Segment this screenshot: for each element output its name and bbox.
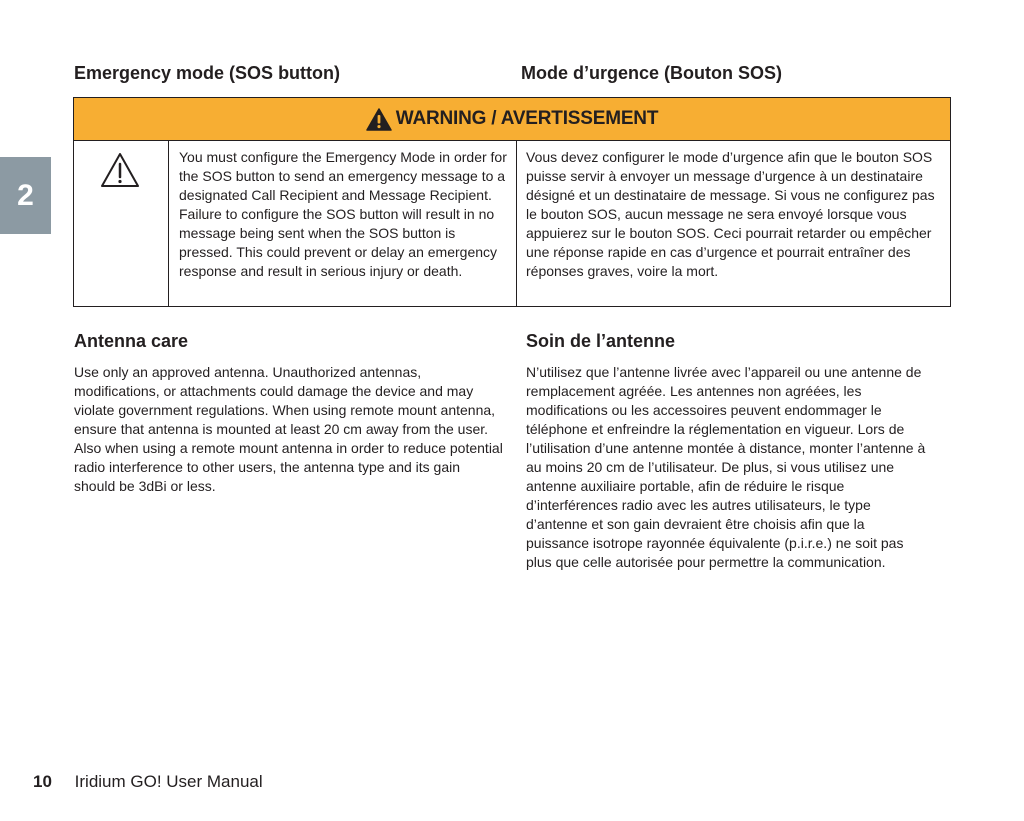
warning-header xyxy=(74,98,950,141)
warning-text-english: You must configure the Emergency Mode in order for the SOS button to send an emergency message to a designated Call Recipient and Message Recipient. Failure to configure the SOS button will result in no message being sent when the SOS button is pressed. This could prevent or delay an emergency response and result in serious injury or death. xyxy=(179,149,507,279)
warning-title: WARNING / AVERTISSEMENT xyxy=(395,108,659,129)
warning-triangle-outline-icon xyxy=(100,152,140,188)
section-title-french: Mode d’urgence (Bouton SOS) xyxy=(521,63,782,83)
warning-box xyxy=(73,97,951,307)
warning-text-french: Vous devez configurer le mode d’urgence afin que le bouton SOS puisse servir à envoyer un message d’urgence à un destinataire désigné et un destinataire de message. Si vous ne configurez pas le bouton SOS, aucun message ne sera envoyé lorsque vous appuierez sur le bouton SOS. Ceci pourrait retarder ou empêcher une réponse rapide en cas d’urgence et pourrait entraîner des réponses graves, voire la mort. xyxy=(526,149,935,279)
antenna-care-title-french: Soin de l’antenne xyxy=(526,331,676,351)
antenna-care-text: Use only an approved antenna. Unauthorized antennas, modifications, or attachments could damage the device and may violate government regulations. When using remote mount antenna, ensure that antenna is mounted at least 20 cm away from the user. Also when using a remote mount antenna in order to reduce potential radio interference to other users, the antenna type and its gain should be 3dBi or less. xyxy=(74,364,503,494)
chapter-tab xyxy=(0,157,51,234)
page-footer xyxy=(33,771,263,793)
chapter-number: 2 xyxy=(17,178,34,212)
manual-title: Iridium GO! User Manual xyxy=(74,772,263,791)
column-divider xyxy=(516,141,517,306)
section-title-english: Emergency mode (SOS button) xyxy=(74,63,341,83)
page-number: 10 xyxy=(33,772,52,791)
warning-triangle-filled-icon xyxy=(366,108,392,131)
antenna-care-title: Antenna care xyxy=(74,331,189,351)
column-divider xyxy=(168,141,169,306)
antenna-care-text-french: N’utilisez que l’antenne livrée avec l’appareil ou une antenne de remplacement agréée. Les antennes non agréées, les modifications ou les accessoires peuvent endommager le téléphone et enfreindre la réglementation en vigueur. Lors de l’utilisation d’une antenne montée à distance, monter l’antenne à au moins 20 cm de l’utilisateur. De plus, si vous utilisez une antenne auxiliaire portable, afin de réduire le risque d’interférences radio avec les autres utilisateurs, le type d’antenne et son gain devraient être choisis afin que la puissance isotrope rayonnée équivalente (p.i.r.e.) ne soit pas plus que celle autorisée pour permettre la communication. xyxy=(526,364,926,570)
